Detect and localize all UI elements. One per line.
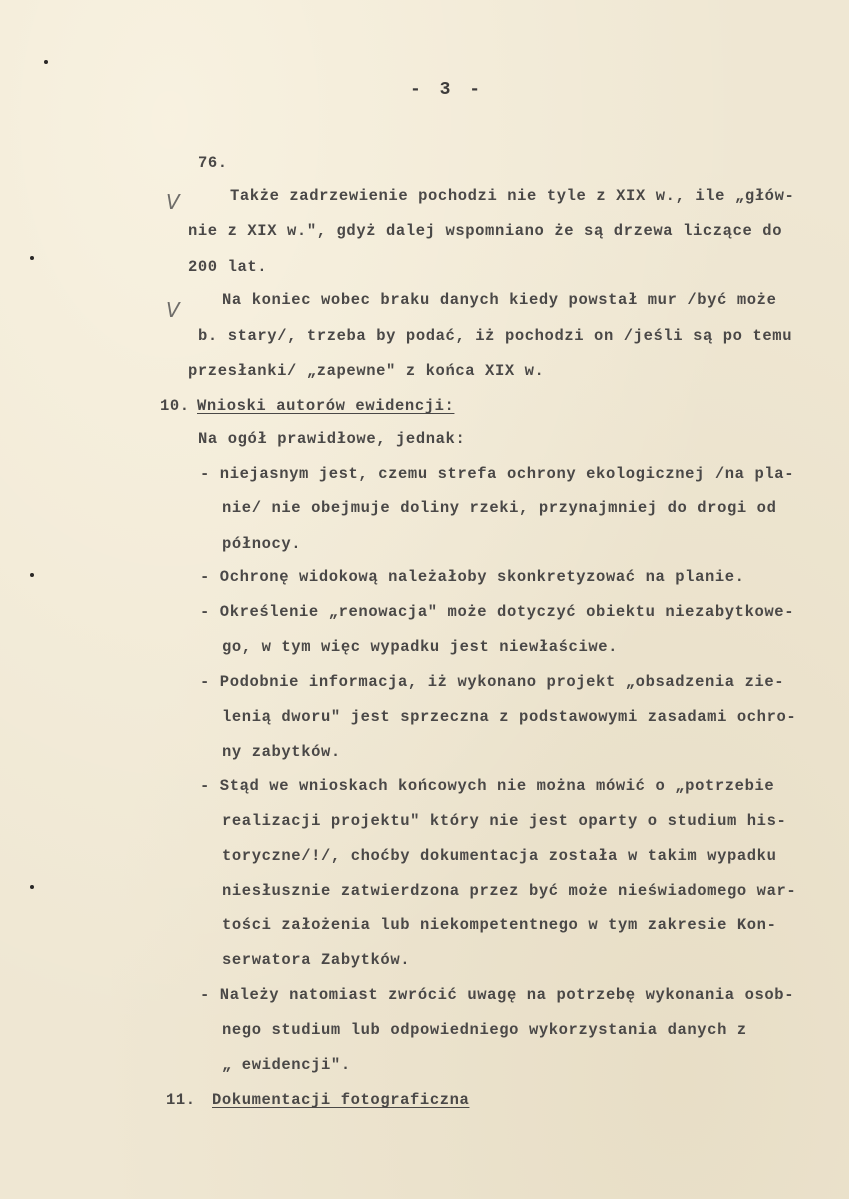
ink-speck [30, 573, 34, 577]
text-line: nego studium lub odpowiedniego wykorzystania danych z [222, 1021, 747, 1039]
text-line: - Określenie „renowacja" może dotyczyć obiektu niezabytkowe- [200, 603, 795, 621]
text-line: niesłusznie zatwierdzona przez być może nieświadomego war- [222, 882, 797, 900]
text-line: serwatora Zabytków. [222, 951, 411, 969]
ink-speck [30, 885, 34, 889]
text-line: toryczne/!/, choćby dokumentacja została w takim wypadku [222, 847, 777, 865]
margin-check-mark: V [166, 298, 180, 322]
text-line: nie z XIX w.", gdyż dalej wspomniano że są drzewa liczące do [188, 222, 783, 240]
text-line: przesłanki/ „zapewne" z końca XIX w. [188, 362, 545, 380]
text-line: tości założenia lub niekompetentnego w tym zakresie Kon- [222, 916, 777, 934]
text-line: - Stąd we wnioskach końcowych nie można mówić o „potrzebie [200, 777, 775, 795]
text-line: - niejasnym jest, czemu strefa ochrony ekologicznej /na pla- [200, 465, 795, 483]
page-number: - 3 - [410, 80, 485, 100]
text-line: ny zabytków. [222, 743, 341, 761]
text-line: nie/ nie obejmuje doliny rzeki, przynajmniej do drogi od [222, 499, 777, 517]
text-line: Na ogół prawidłowe, jednak: [198, 430, 466, 448]
text-line: go, w tym więc wypadku jest niewłaściwe. [222, 638, 619, 656]
text-line: „ ewidencji". [222, 1056, 351, 1074]
text-line: realizacji projektu" który nie jest oparty o studium his- [222, 812, 787, 830]
text-line: - Należy natomiast zwrócić uwagę na potrzebę wykonania osob- [200, 986, 795, 1004]
text-line: lenią dworu" jest sprzeczna z podstawowymi zasadami ochro- [222, 708, 797, 726]
text-line: Na koniec wobec braku danych kiedy powstał mur /być może [222, 291, 777, 309]
section-number: 11. [166, 1091, 196, 1109]
ink-speck [30, 256, 34, 260]
section-heading: Wnioski autorów ewidencji: [197, 397, 455, 415]
text-line: 76. [198, 154, 228, 172]
ink-speck [44, 60, 48, 64]
section-heading: Dokumentacji fotograficzna [212, 1091, 470, 1109]
section-number: 10. [160, 397, 190, 415]
text-line: północy. [222, 535, 302, 553]
text-line: 200 lat. [188, 258, 268, 276]
text-line: - Podobnie informacja, iż wykonano projekt „obsadzenia zie- [200, 673, 785, 691]
margin-check-mark: V [166, 190, 180, 214]
text-line: - Ochronę widokową należałoby skonkretyzować na planie. [200, 568, 745, 586]
text-line: Także zadrzewienie pochodzi nie tyle z XIX w., ile „głów- [230, 187, 795, 205]
text-line: b. stary/, trzeba by podać, iż pochodzi on /jeśli są po temu [198, 327, 793, 345]
